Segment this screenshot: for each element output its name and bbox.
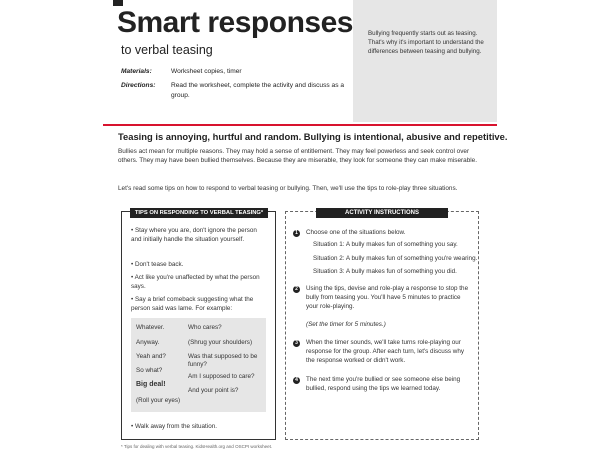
header-band bbox=[103, 0, 497, 122]
step-number-badge: 2 bbox=[293, 286, 300, 293]
page-title: Smart responses bbox=[117, 6, 353, 39]
headline: Teasing is annoying, hurtful and random. Bullying is intentional, abusive and repetitive. bbox=[118, 131, 508, 142]
example-left: Anyway. bbox=[136, 339, 160, 346]
example-left: Whatever. bbox=[136, 324, 165, 331]
example-right: (Shrug your shoulders) bbox=[188, 339, 253, 346]
example-left: Yeah and? bbox=[136, 353, 166, 360]
source-footnote: * Tips for dealing with verbal teasing. KidsHealth.org and OSCPI worksheet. bbox=[121, 444, 273, 449]
tip-item: • Stay where you are, don't ignore the person and initially handle the situation yourself. bbox=[131, 227, 257, 243]
intro-text: Bullying frequently starts out as teasing. That's why it's important to understand the differences between teasing and bullying. bbox=[368, 30, 484, 55]
worksheet-page bbox=[103, 0, 508, 450]
tips-box bbox=[121, 211, 276, 440]
situation-item: Situation 1: A bully makes fun of something you say. bbox=[313, 241, 458, 248]
directions-label: Directions: bbox=[121, 82, 156, 89]
materials-row bbox=[121, 67, 361, 77]
example-right: Was that supposed to be funny? bbox=[188, 353, 258, 368]
tip-item: • Act like you're unaffected by what the person says. bbox=[131, 274, 260, 290]
materials-label: Materials: bbox=[121, 68, 152, 75]
tips-heading: TIPS ON RESPONDING TO VERBAL TEASING* bbox=[130, 208, 268, 218]
directions-row bbox=[121, 81, 361, 101]
example-left: Big deal! bbox=[136, 381, 166, 388]
activity-step-2: Using the tips, devise and role-play a response to stop the bully from teasing you. You'll have 5 minutes to practice your role-playing. bbox=[306, 285, 469, 310]
example-left: (Roll your eyes) bbox=[136, 397, 181, 404]
activity-heading: ACTIVITY INSTRUCTIONS bbox=[316, 208, 448, 218]
example-left: So what? bbox=[136, 367, 163, 374]
title-card bbox=[103, 0, 353, 122]
page-subtitle: to verbal teasing bbox=[121, 43, 213, 57]
example-right: Who cares? bbox=[188, 324, 222, 331]
activity-step-1: Choose one of the situations below. bbox=[306, 229, 406, 236]
activity-box bbox=[285, 211, 479, 440]
example-right: Am I supposed to care? bbox=[188, 373, 255, 380]
example-right: And your point is? bbox=[188, 387, 239, 394]
paragraph-tips-intro: Let's read some tips on how to respond to verbal teasing or bullying. Then, we'll use the tips to role-play three situations. bbox=[118, 185, 458, 192]
situation-item: Situation 3: A bully makes fun of something you did. bbox=[313, 268, 457, 275]
tip-item: • Say a brief comeback suggesting what the person said was lame. For example: bbox=[131, 296, 254, 312]
activity-step-3: When the timer sounds, we'll take turns role-playing our response for the group. After each turn, let's discuss why the response worked or didn't work. bbox=[306, 339, 465, 364]
step-number-badge: 4 bbox=[293, 377, 300, 384]
timer-note: (Set the timer for 5 minutes.) bbox=[306, 321, 386, 328]
comeback-examples bbox=[131, 318, 266, 412]
step-number-badge: 3 bbox=[293, 340, 300, 347]
step-number-badge: 1 bbox=[293, 230, 300, 237]
directions-value: Read the worksheet, complete the activity and discuss as a group. bbox=[171, 82, 344, 99]
tip-item: • Don't tease back. bbox=[131, 261, 184, 268]
situation-item: Situation 2: A bully makes fun of something you're wearing. bbox=[313, 255, 478, 262]
tip-item: • Walk away from the situation. bbox=[131, 423, 217, 430]
materials-value: Worksheet copies, timer bbox=[171, 68, 242, 75]
paragraph-reasons: Bullies act mean for multiple reasons. They may hold a sense of entitlement. They may feel powerless and seek control over others. They may have been bullied themselves. Because they are miserable, they look for someone they can make miserable. bbox=[118, 148, 478, 164]
activity-step-4: The next time you're bullied or see someone else being bullied, respond using the tips we learned today. bbox=[306, 376, 461, 392]
accent-divider bbox=[103, 124, 497, 126]
